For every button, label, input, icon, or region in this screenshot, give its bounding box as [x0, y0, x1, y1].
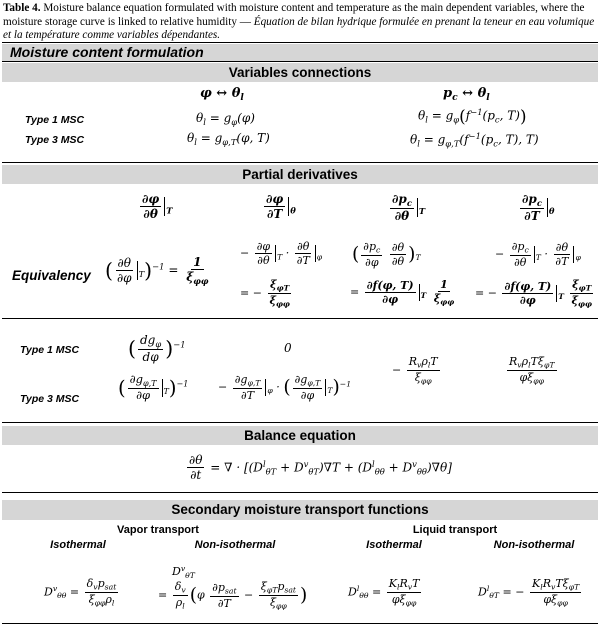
eq-col3-line1: ( $\frac{\partial p_c}{\partial\varphi}$ $\frac{\partial\theta}{\partial\theta}$ )$_T$ — [352, 240, 421, 269]
equivalency-label: Equivalency — [12, 268, 91, 283]
pd-type1-label: Type 1 MSC — [20, 344, 80, 356]
eq-col3-line2: = $\frac{\partial f(\varphi, T)}{\partial\varphi}$ $_T$ $\frac{1}{\xi_{\varphi\varphi}}$ — [350, 278, 455, 307]
eq-col1: ( $\frac{\partial\theta}{\partial\varphi}$ $_T$)$^{-1}$ = $\frac{1}{\xi_{\varphi\varphi}}$ — [105, 255, 209, 287]
vapor-nonisothermal-header: Non-isothermal — [194, 539, 276, 551]
balance-equation: $\frac{\partial\theta}{\partial t}$ = ∇ · $[(D^l_{\theta T} + D^v_{\theta T})\nabla T + (D^l_{\theta\theta} + D^v_{\theta\theta})\nabla\theta]$ — [189, 453, 452, 483]
section-balance-equation: Balance equation — [2, 426, 598, 445]
eq-col2-line1: − $\frac{\partial\varphi}{\partial\theta}$ $_T$ · $\frac{\partial\theta}{\partial T}$ $_\varphi$ — [240, 240, 323, 268]
var-type3-label: Type 3 MSC — [25, 134, 85, 146]
title-rule — [2, 61, 598, 62]
bottom-rule — [2, 623, 598, 624]
rule-2 — [2, 318, 598, 319]
var-header-phi-theta: φ ↔ $\theta_l$ — [200, 86, 244, 104]
pd-type1-col3: − $\frac{R_v\rho_lT}{\xi_{\varphi\varphi}}$ — [392, 355, 438, 386]
rule-4 — [2, 492, 598, 493]
section-secondary-transport: Secondary moisture transport functions — [2, 500, 598, 520]
pd-header-dphi-dT: $\frac{\partial\varphi}{\partial T}$ $_\theta$ — [266, 192, 296, 222]
liquid-nonisothermal-header: Non-isothermal — [493, 539, 575, 551]
table-caption — [3, 2, 599, 43]
pd-type3-col2: − $\frac{\partial g_{\varphi,T}}{\partial T}$ $_\varphi$ · ( $\frac{\partial g_{\varphi,T}}{\partial\varphi}$ $_T$)$^{-1}$ — [218, 373, 352, 402]
liquid-transport-header: Liquid transport — [412, 524, 498, 536]
pd-type3-col1: ( $\frac{\partial g_{\varphi,T}}{\partial\varphi}$ $_T$)$^{-1}$ — [118, 372, 189, 403]
pd-type1-col2: 0 — [284, 341, 292, 355]
pd-type3-label: Type 3 MSC — [20, 393, 80, 405]
rule-1 — [2, 162, 598, 163]
table-title: Moisture content formulation — [2, 44, 598, 61]
liquid-nonisothermal-formula: $D^l_{\theta T}$ = − $\frac{K_lR_vT\xi_{\varphi T}}{\varphi\xi_{\varphi\varphi}}$ — [478, 577, 580, 608]
pd-header-dphi-dtheta: $\frac{\partial\varphi}{\partial\theta}$ $_T$ — [142, 192, 173, 222]
pd-type1-col4: $\frac{R_v\rho_lT\xi_{\varphi T}}{\varphi\xi_{\varphi\varphi}}$ — [509, 355, 555, 386]
var-type1-col2: $\theta_l = g_\varphi(f^{-1}(p_c$, T)) — [418, 106, 527, 126]
liquid-isothermal-header: Isothermal — [366, 539, 422, 551]
var-type1-label: Type 1 MSC — [25, 114, 85, 126]
var-type1-col1: $\theta_l = g_\varphi(\varphi)$ — [196, 111, 255, 127]
vapor-isothermal-header: Isothermal — [50, 539, 106, 551]
vapor-nonisothermal-formula-rhs: = $\frac{\delta_v}{\rho_l}$ (φ $\frac{\partial p_{sat}}{\partial T}$ − $\frac{\xi_{\varphi T}p_{sat}}{\xi_{\varphi\varphi}}$ ) — [158, 580, 308, 611]
var-header-pc-theta: $p_c$ ↔ $\theta_l$ — [443, 86, 490, 104]
eq-col2-line2: = − $\frac{\xi_{\varphi T}}{\xi_{\varphi\varphi}}$ — [240, 278, 290, 309]
eq-col4-line2: = − $\frac{\partial f(\varphi, T)}{\partial\varphi}$ $_T$ $\frac{\xi_{\varphi T}}{\xi_{\varphi\varphi}}$ — [475, 278, 592, 309]
top-rule — [2, 42, 598, 43]
caption-text-en: Moisture balance equation formulated with moisture content and temperature as the main dependent variables, where the moisture storage curve is linked to relative humidity — — [3, 2, 585, 28]
var-type3-col1: $\theta_l = g_{\varphi,T}(\varphi$, T) — [187, 131, 270, 147]
liquid-isothermal-formula: $D^l_{\theta\theta}$ = $\frac{K_lR_vT}{\varphi\xi_{\varphi\varphi}}$ — [348, 577, 420, 608]
pd-header-dpc-dT: $\frac{\partial p_c}{\partial T}$ $_\theta$ — [522, 192, 555, 224]
vapor-isothermal-formula: $D^v_{\theta\theta}$ = $\frac{\delta_vp_{sat}}{\xi_{\varphi\varphi}\rho_l}$ — [44, 577, 117, 608]
vapor-transport-header: Vapor transport — [117, 524, 199, 536]
vapor-nonisothermal-formula-lhs: $D^v_{\theta T}$ — [172, 564, 195, 580]
pd-type1-col1: ( $\frac{dg_\varphi}{d\varphi}$ )$^{-1}$ — [128, 333, 186, 365]
rule-3 — [2, 422, 598, 423]
eq-col4-line1: − $\frac{\partial p_c}{\partial\theta}$ $_T$ · $\frac{\partial\theta}{\partial T}$ $_\varphi$ — [495, 240, 581, 269]
section-variables-connections: Variables connections — [2, 63, 598, 82]
var-type3-col2: $\theta_l = g_{\varphi,T}(f^{-1}(p_c$, T), T) — [410, 131, 539, 149]
section-partial-derivatives: Partial derivatives — [2, 165, 598, 184]
caption-text-fr: Équation de bilan hydrique formulée en prenant la teneur en eau volumique et la température comme variables dépendantes. — [3, 15, 595, 42]
caption-label: Table 4. — [3, 2, 41, 14]
pd-header-dpc-dtheta: $\frac{\partial p_c}{\partial\theta}$ $_T$ — [392, 192, 426, 224]
